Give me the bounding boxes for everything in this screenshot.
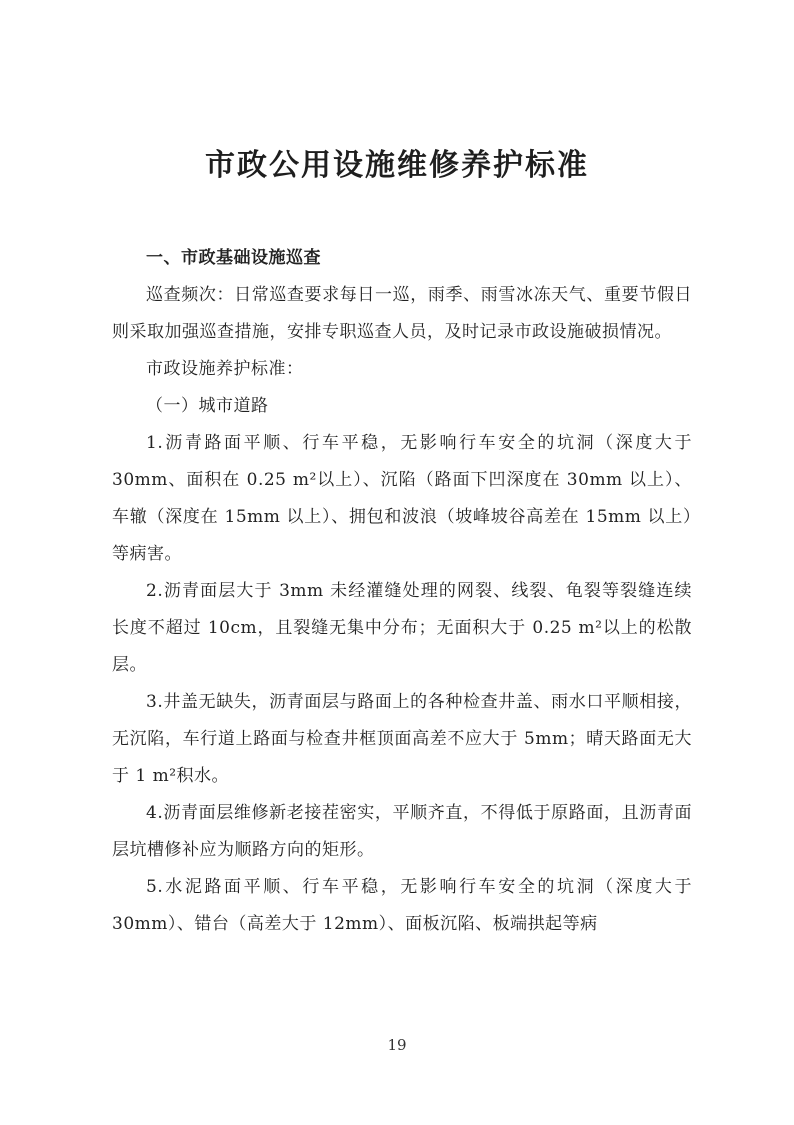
paragraph-item-2: 2.沥青面层大于 3mm 未经灌缝处理的网裂、线裂、龟裂等裂缝连续长度不超过 10cm，且裂缝无集中分布；无面积大于 0.25 m²以上的松散层。 xyxy=(112,581,692,675)
subsection-heading: （一）城市道路 xyxy=(146,396,269,416)
paragraph-inspection-frequency: 巡查频次：日常巡查要求每日一巡，雨季、雨雪冰冻天气、重要节假日则采取加强巡查措施，安排专职巡查人员，及时记录市政设施破损情况。 xyxy=(112,285,692,342)
paragraph-item-3: 3.井盖无缺失，沥青面层与路面上的各种检查井盖、雨水口平顺相接，无沉陷，车行道上路面与检查井框顶面高差不应大于 5mm；晴天路面无大于 1 m²积水。 xyxy=(112,692,692,786)
paragraph-item-1: 1.沥青路面平顺、行车平稳，无影响行车安全的坑洞（深度大于 30mm、面积在 0.25 m²以上）、沉陷（路面下凹深度在 30mm 以上）、车辙（深度在 15mm 以上）、拥包和波浪（坡峰坡谷高差在 15mm 以上）等病害。 xyxy=(112,433,692,564)
paragraph-maintenance-standard-intro: 市政设施养护标准： xyxy=(146,359,304,379)
page-title: 市政公用设施维修养护标准 xyxy=(205,148,589,183)
section-heading: 一、市政基础设施巡查 xyxy=(146,248,321,268)
page-number: 19 xyxy=(387,1036,407,1054)
paragraph-item-5: 5.水泥路面平顺、行车平稳，无影响行车安全的坑洞（深度大于 30mm）、错台（高差大于 12mm）、面板沉陷、板端拱起等病 xyxy=(112,877,692,934)
paragraph-item-4: 4.沥青面层维修新老接茬密实，平顺齐直，不得低于原路面，且沥青面层坑槽修补应为顺路方向的矩形。 xyxy=(112,803,692,860)
document-body xyxy=(112,240,692,943)
